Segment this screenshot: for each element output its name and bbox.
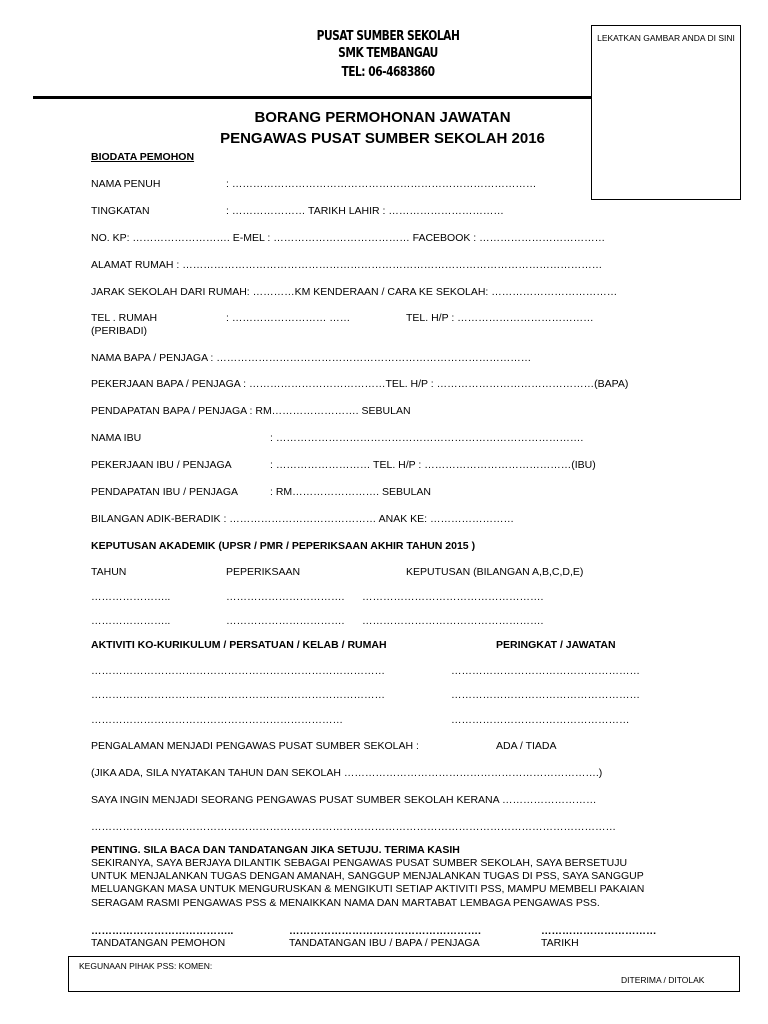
form-title-line1: BORANG PERMOHONAN JAWATAN <box>254 109 511 126</box>
penting-heading: PENTING. SILA BACA DAN TANDATANGAN JIKA SETUJU. TERIMA KASIH <box>91 844 460 856</box>
akademik-col-peperiksaan: PEPERIKSAAN <box>226 566 301 578</box>
pekerjaan-ibu-label: PEKERJAAN IBU / PENJAGA <box>91 459 232 471</box>
kokurikulum-heading: AKTIVITI KO-KURIKULUM / PERSATUAN / KELAB / RUMAH <box>91 639 387 651</box>
pengalaman-question: PENGALAMAN MENJADI PENGAWAS PUSAT SUMBER SEKOLAH : <box>91 740 419 752</box>
pendapatan-ibu-label: PENDAPATAN IBU / PENJAGA <box>91 486 239 498</box>
akademik-row1-tahun[interactable]: ………………….. <box>91 591 171 603</box>
tel-rumah-label: TEL . RUMAH <box>91 312 158 324</box>
pendapatan-bapa-field[interactable]: PENDAPATAN BAPA / PENJAGA : RM……………………. SEBULAN <box>91 405 411 417</box>
signature-penjaga-label: TANDATANGAN IBU / BAPA / PENJAGA <box>289 937 480 949</box>
akademik-heading: KEPUTUSAN AKADEMIK (UPSR / PMR / PEPERIKSAAN AKHIR TAHUN 2015 ) <box>91 540 476 552</box>
signature-penjaga-line[interactable]: ………………………………………………. <box>289 925 481 937</box>
akademik-row2-peperiksaan[interactable]: ……………………………. <box>226 615 345 627</box>
kokurikulum-row2-aktiviti[interactable]: ………………………………………………………………………… <box>91 689 385 701</box>
kokurikulum-row3-aktiviti[interactable]: ……………………………………………………………… <box>91 714 343 726</box>
signature-pemohon-line[interactable]: ………………………………….. <box>91 925 234 937</box>
header-divider <box>33 96 591 99</box>
kokurikulum-row1-peringkat[interactable]: ……………………………………………… <box>451 665 640 677</box>
penting-line1: SEKIRANYA, SAYA BERJAYA DILANTIK SEBAGAI PENGAWAS PUSAT SUMBER SEKOLAH, SAYA BERSETUJU <box>91 857 628 869</box>
photo-box-label: LEKATKAN GAMBAR ANDA DI SINI <box>597 33 735 43</box>
tel-rumah-field[interactable]: : ……………………… …… <box>226 312 351 324</box>
biodata-heading: BIODATA PEMOHON <box>91 151 195 163</box>
sebab-field[interactable]: SAYA INGIN MENJADI SEORANG PENGAWAS PUSAT SUMBER SEKOLAH KERANA ……………………… <box>91 794 597 806</box>
kokurikulum-row1-aktiviti[interactable]: ………………………………………………………………………… <box>91 665 385 677</box>
pss-komen-label: KEGUNAAN PIHAK PSS: KOMEN: <box>79 961 213 971</box>
penting-line3: MELUANGKAN MASA UNTUK MENGURUSKAN & MENGIKUTI SETIAP AKTIVITI PSS, MAMPU MEMBELI PAKAIAN <box>91 883 645 895</box>
tingkatan-label: TINGKATAN <box>91 205 150 217</box>
nama-bapa-field[interactable]: NAMA BAPA / PENJAGA : ……………………………………………………………………………… <box>91 352 532 364</box>
tarikh-line[interactable]: …………………………… <box>541 925 657 937</box>
nama-penuh-field[interactable]: : …………………………………………………………………………… <box>226 178 537 190</box>
jika-ada-field[interactable]: (JIKA ADA, SILA NYATAKAN TAHUN DAN SEKOLAH ……………………………………………………………….) <box>91 767 603 779</box>
nokp-email-facebook-row[interactable]: NO. KP: ………………………. E-MEL : ………………………………… FACEBOOK : ……………………………… <box>91 232 606 244</box>
penting-line2: UNTUK MENJALANKAN TUGAS DENGAN AMANAH, SANGGUP MENJALANKAN TUGAS DI PSS, SAYA SANGGUP <box>91 870 644 882</box>
akademik-row2-keputusan[interactable]: ……………………………………………. <box>362 615 544 627</box>
akademik-row1-keputusan[interactable]: ……………………………………………. <box>362 591 544 603</box>
tingkatan-field[interactable]: : ………………… TARIKH LAHIR : …………………………… <box>226 205 504 217</box>
school-name: PUSAT SUMBER SEKOLAH <box>316 29 460 44</box>
school-subname: SMK TEMBANGAU <box>338 46 438 61</box>
form-title-line2: PENGAWAS PUSAT SUMBER SEKOLAH 2016 <box>220 130 545 147</box>
tel-peribadi-label: (PERIBADI) <box>91 325 148 337</box>
alamat-field[interactable]: ALAMAT RUMAH : ………………………………………………………………………………………………………… <box>91 259 603 271</box>
akademik-col-tahun: TAHUN <box>91 566 127 578</box>
kokurikulum-row2-peringkat[interactable]: ……………………………………………… <box>451 689 640 701</box>
tel-hp-field[interactable]: TEL. H/P : ………………………………… <box>406 312 594 324</box>
signature-pemohon-label: TANDATANGAN PEMOHON <box>91 937 226 949</box>
akademik-row1-peperiksaan[interactable]: ……………………………. <box>226 591 345 603</box>
sebab-field-continued[interactable]: …………………………………………………………………………………………………………………………………… <box>91 821 616 833</box>
adik-beradik-field[interactable]: BILANGAN ADIK-BERADIK : …………………………………… ANAK KE: …………………… <box>91 513 514 525</box>
pekerjaan-ibu-field[interactable]: : ……………………… TEL. H/P : ……………………………………(IBU) <box>270 459 596 471</box>
ada-tiada-options[interactable]: ADA / TIADA <box>496 740 557 752</box>
diterima-ditolak-label: DITERIMA / DITOLAK <box>621 975 705 985</box>
pekerjaan-bapa-field[interactable]: PEKERJAAN BAPA / PENJAGA : …………………………………TEL. H/P : ………………………………………(BAPA) <box>91 378 629 390</box>
nama-ibu-label: NAMA IBU <box>91 432 142 444</box>
jarak-kenderaan-row[interactable]: JARAK SEKOLAH DARI RUMAH: …………KM KENDERAAN / CARA KE SEKOLAH: ……………………………… <box>91 286 618 298</box>
tarikh-label: TARIKH <box>541 937 579 949</box>
akademik-col-keputusan: KEPUTUSAN (BILANGAN A,B,C,D,E) <box>406 566 584 578</box>
nama-ibu-field[interactable]: : ……………………………………………………………………………. <box>270 432 584 444</box>
nama-penuh-label: NAMA PENUH <box>91 178 161 190</box>
pendapatan-ibu-field[interactable]: : RM……………………. SEBULAN <box>270 486 432 498</box>
kokurikulum-row3-peringkat[interactable]: …………………………………………… <box>451 714 630 726</box>
peringkat-heading: PERINGKAT / JAWATAN <box>496 639 616 651</box>
akademik-row2-tahun[interactable]: ………………….. <box>91 615 171 627</box>
pss-use-box[interactable] <box>68 956 740 992</box>
penting-line4: SERAGAM RASMI PENGAWAS PSS & MENAIKKAN NAMA DAN MARTABAT LEMBAGA PENGAWAS PSS. <box>91 897 600 909</box>
school-phone: TEL: 06-4683860 <box>341 65 435 80</box>
